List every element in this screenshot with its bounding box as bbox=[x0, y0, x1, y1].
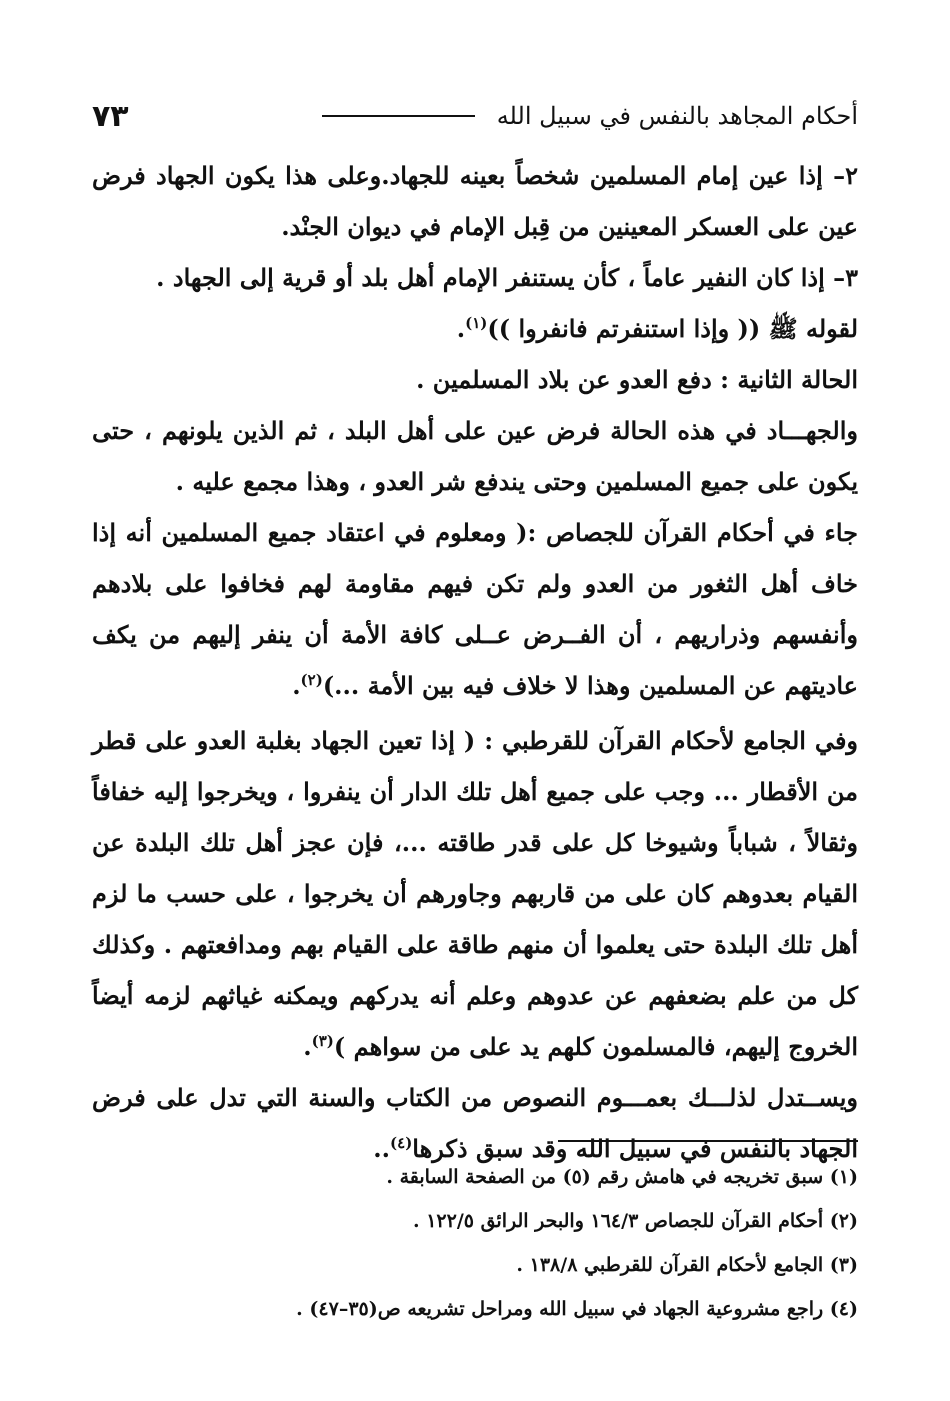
main-text bbox=[92, 150, 858, 1174]
hadith-text: لقوله ﷺ (( وإذا استنفرتم فانفروا )) bbox=[487, 314, 858, 343]
paragraph-case-3: ٣– إذا كان النفير عاماً ، كأن يستنفر الإمام أهل بلد أو قرية إلى الجهاد . bbox=[156, 263, 858, 292]
paragraph-qurtubi-quote: وفي الجامع لأحكام القرآن للقرطبي : ( إذا تعين الجهاد بغلبة العدو على قطر من الأقطار ... وجب على جميع أهل تلك الدار أن ينفروا ، ويخرجوا إليه خفافاً وثقالاً ، شباباً وشيوخا كل على قدر طاقته ...، فإن عجز أهل تلك البلدة عن القيام بعدوهم كان على من قاربهم وجاورهم أن يخرجوا ، على حسب ما لزم أهل تلك البلدة حتى يعلموا أن منهم طاقة على القيام بهم ومدافعتهم . وكذلك كل من علم بضعفهم عن عدوهم وعلم أنه يدركهم ويمكنه غياثهم لزمه أيضاً الخروج إليهم، فالمسلمون كلهم يد على من سواهم )$^{(٣)}$. bbox=[92, 726, 859, 1061]
footnote-1: (١) سبق تخريجه في هامش رقم (٥) من الصفحة السابقة . bbox=[386, 1166, 858, 1188]
book-title: أحكام المجاهد بالنفس في سبيل الله bbox=[496, 102, 858, 130]
paragraph-hadith: لقوله ﷺ (( وإذا استنفرتم فانفروا ))$^{(١)}$. bbox=[456, 314, 858, 343]
paragraph-jihad-ruling: والجهـــاد في هذه الحالة فرض عين على أهل البلد ، ثم الذين يلونهم ، حتى يكون على جميع المسلمين وحتى يندفع شر العدو ، وهذا مجمع عليه . bbox=[92, 416, 858, 496]
page-number: ٧٣ bbox=[92, 98, 129, 134]
section-heading: الحالة الثانية : دفع العدو عن بلاد المسلمين . bbox=[416, 365, 858, 394]
header-rule bbox=[322, 115, 475, 117]
footnote-2: (٢) أحكام القرآن للجصاص ١٦٤/٣ والبحر الرائق ١٢٢/٥ . bbox=[412, 1210, 858, 1232]
footnotes bbox=[92, 1155, 858, 1331]
paragraph-case-2: ٢– إذا عين إمام المسلمين شخصاً بعينه للجهاد.وعلى هذا يكون الجهاد فرض عين على العسكر المعينين من قِبل الإمام في ديوان الجنْد. bbox=[92, 161, 858, 241]
footnote-ref-2[interactable]: (٢) bbox=[300, 671, 323, 689]
running-header bbox=[92, 96, 858, 136]
footnote-separator bbox=[558, 1140, 858, 1142]
paragraph-evidence: ويســتدل لذلـــك بعمـــوم النصوص من الكتاب والسنة التي تدل على فرض الجهاد بالنفس في سبيل الله وقد سبق ذكرها$^{(٤)}$.. bbox=[92, 1083, 858, 1163]
footnote-3: (٣) الجامع لأحكام القرآن للقرطبي ١٣٨/٨ . bbox=[516, 1254, 858, 1276]
footnote-4: (٤) راجع مشروعية الجهاد في سبيل الله ومراحل تشريعه ص(٣٥–٤٧) . bbox=[296, 1298, 858, 1320]
footnote-ref-1[interactable]: (١) bbox=[465, 314, 488, 332]
footnote-ref-4[interactable]: (٤) bbox=[390, 1134, 413, 1152]
footnote-ref-3[interactable]: (٣) bbox=[311, 1032, 334, 1050]
paragraph-jassas-quote: جاء في أحكام القرآن للجصاص :( ومعلوم في اعتقاد جميع المسلمين أنه إذا خاف أهل الثغور من العدو ولم تكن فيهم مقاومة لهم فخافوا على بلادهم وأنفسهم وذراريهم ، أن الفــرض عــلى كافة الأمة أن ينفر إليهم من يكف عاديتهم عن المسلمين وهذا لا خلاف فيه بين الأمة ...)$^{(٢)}$. bbox=[92, 518, 858, 700]
